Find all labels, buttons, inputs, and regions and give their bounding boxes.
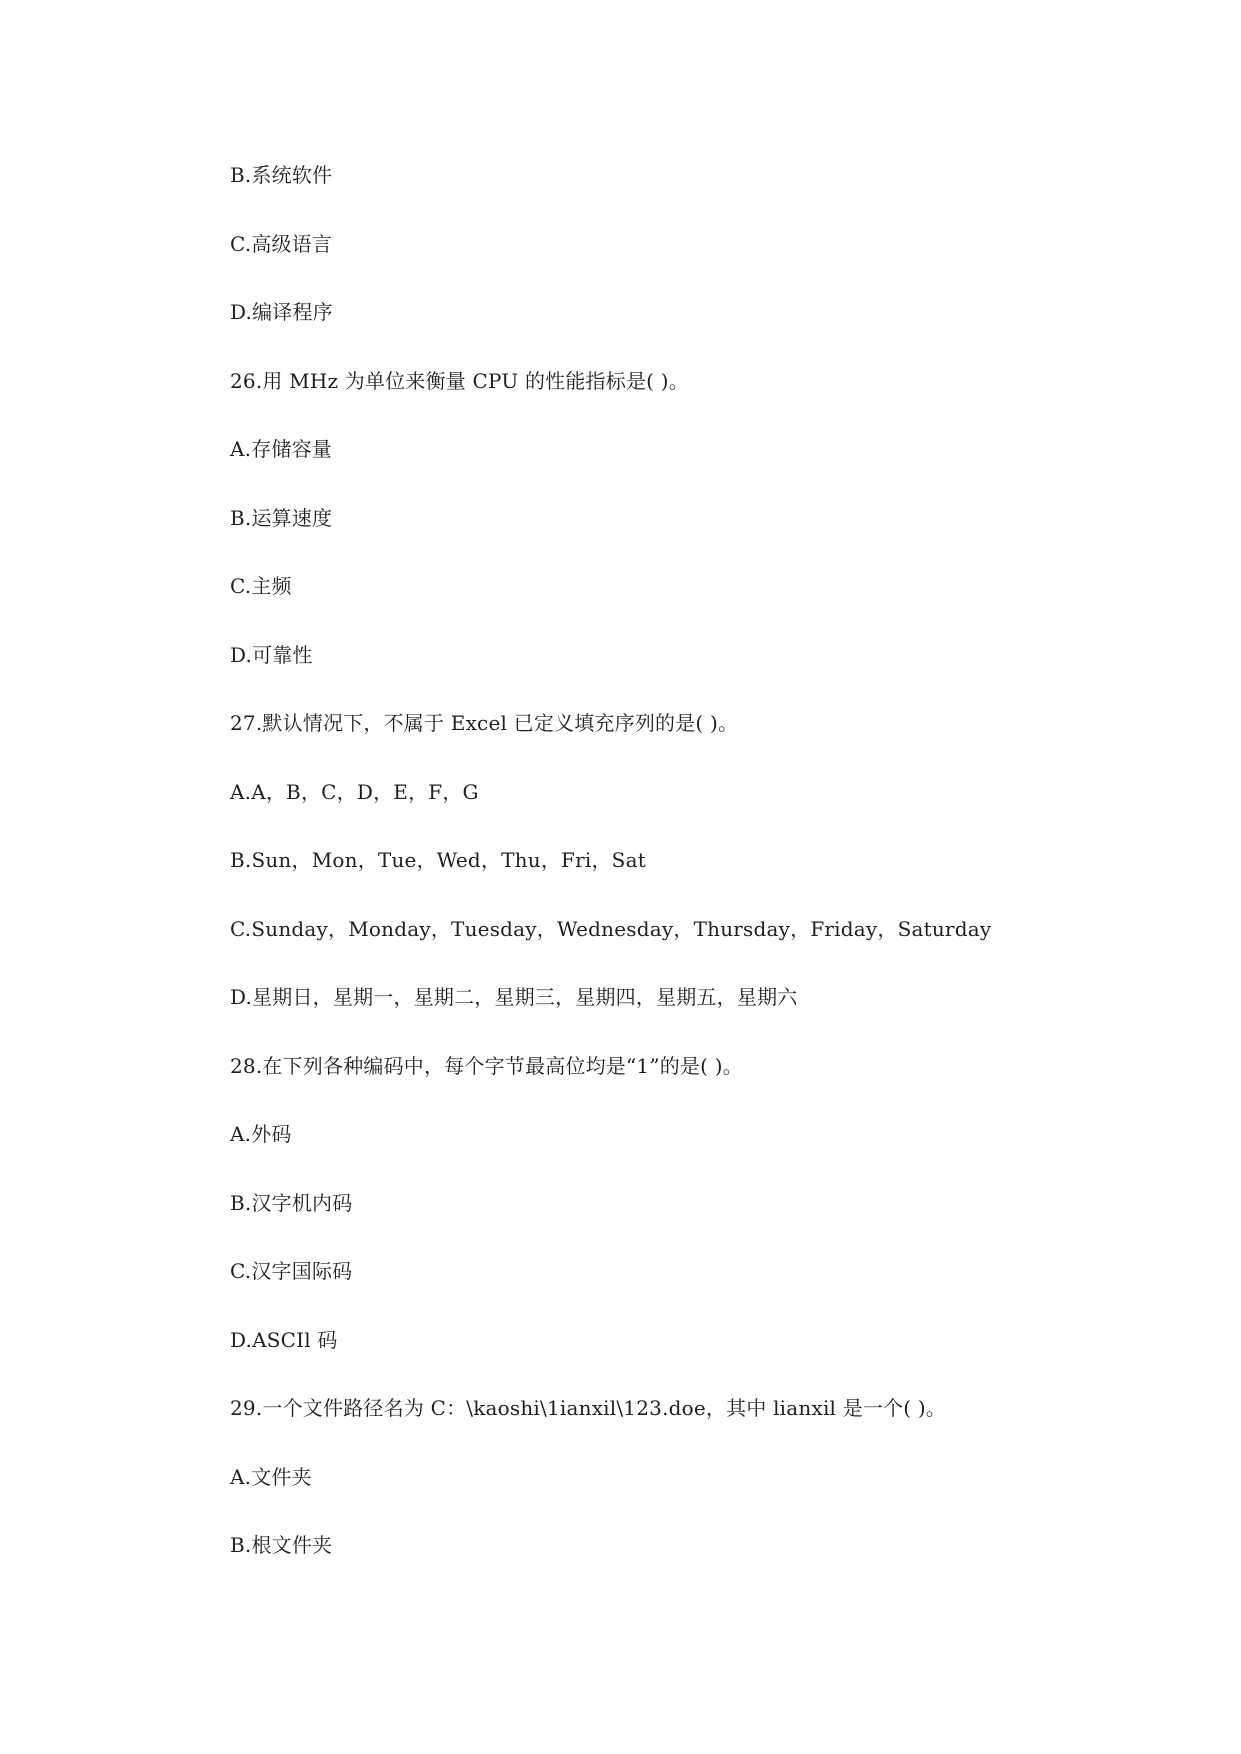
option-line: A.A，B，C，D，E，F，G <box>230 779 479 804</box>
question-29: 29.一个文件路径名为 C：\kaoshi\1ianxil\123.doe，其中 lianxil 是一个( )。 <box>230 1396 947 1420</box>
option-line: B.汉字机内码 <box>230 1190 353 1215</box>
option-line: D.星期日，星期一，星期二，星期三，星期四，星期五，星期六 <box>230 985 798 1009</box>
question-28: 28.在下列各种编码中，每个字节最高位均是“1”的是( )。 <box>230 1053 743 1078</box>
option-line: D.可靠性 <box>230 642 313 667</box>
option-line: C.主频 <box>230 574 292 598</box>
option-line: B.运算速度 <box>230 505 333 530</box>
option-line: B.系统软件 <box>230 163 333 187</box>
option-line: D.编译程序 <box>230 300 333 324</box>
option-line: A.存储容量 <box>230 437 333 461</box>
option-line: A.文件夹 <box>230 1464 312 1489</box>
question-list <box>230 158 1190 1597</box>
option-line: B.Sun，Mon，Tue，Wed，Thu，Fri，Sat <box>230 848 646 872</box>
option-line: D.ASCIl 码 <box>230 1327 338 1352</box>
option-line: B.根文件夹 <box>230 1533 333 1557</box>
option-line: A.外码 <box>230 1122 292 1146</box>
option-line: C.汉字国际码 <box>230 1259 353 1283</box>
option-line: C.高级语言 <box>230 231 333 256</box>
option-line: C.Sunday，Monday，Tuesday，Wednesday，Thursday，Friday，Saturday <box>230 916 992 941</box>
question-26: 26.用 MHz 为单位来衡量 CPU 的性能指标是( )。 <box>230 368 689 393</box>
question-27: 27.默认情况下，不属于 Excel 已定义填充序列的是( )。 <box>230 711 739 735</box>
